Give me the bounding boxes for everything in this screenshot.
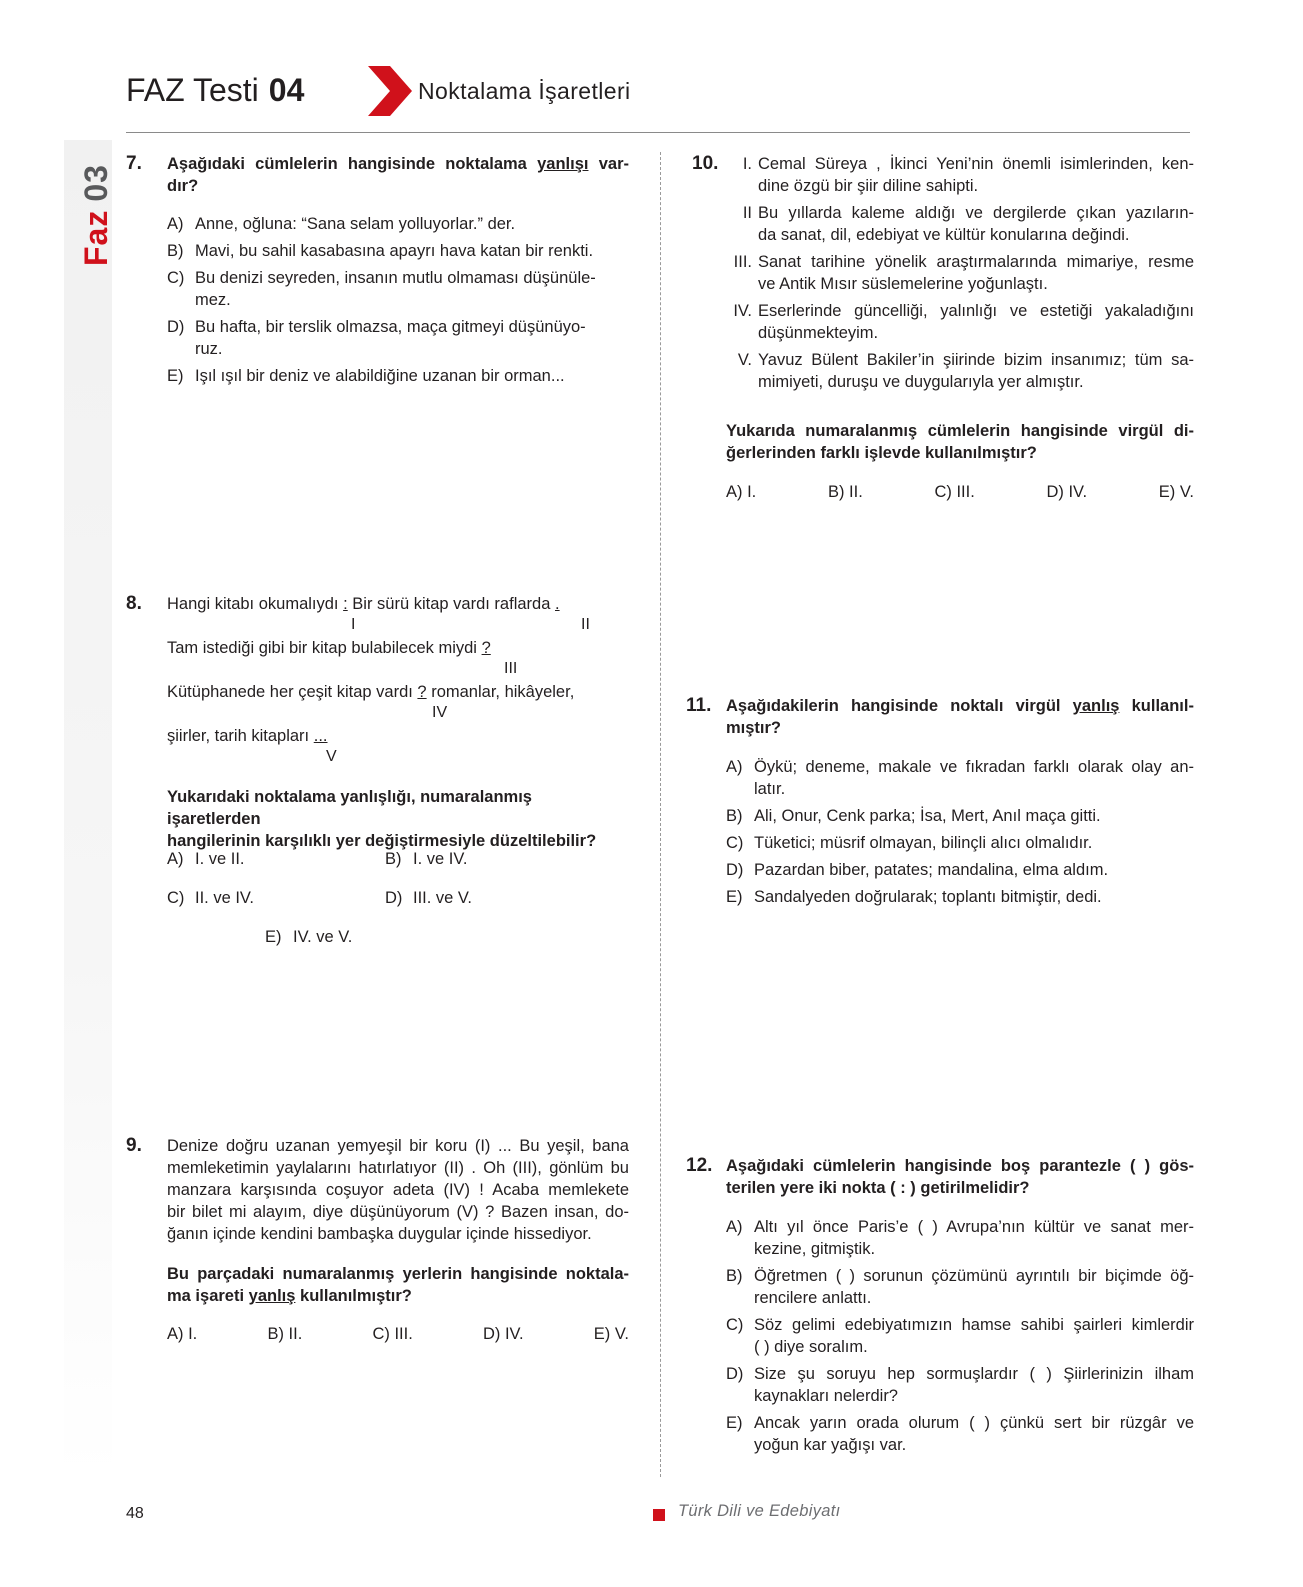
option-text: II. ve IV. <box>195 889 255 907</box>
q11-stem-underlined: yanlış <box>1072 697 1120 715</box>
option-text: III. ve V. <box>413 889 473 907</box>
question-11-options <box>726 756 1194 908</box>
q8-line-4 <box>167 725 328 747</box>
q10-item-text: ve Antik Mısır süslemelerine yoğunlaştı. <box>758 275 1048 293</box>
q9-passage-line: manzara karşısında coşuyor adeta (IV) ! Acaba memlekete <box>167 1181 629 1199</box>
q9-option-e[interactable]: E) V. <box>593 1325 629 1343</box>
option-e[interactable] <box>167 365 629 387</box>
option-letter: C) <box>726 1316 744 1334</box>
roman-numeral: III. <box>733 253 752 271</box>
q9-option-b[interactable]: B) II. <box>267 1325 303 1343</box>
q9-option-d[interactable]: D) IV. <box>482 1325 524 1343</box>
q8-mark-i: : <box>343 595 348 613</box>
option-letter: C) <box>167 269 185 287</box>
q9-passage-line: memleketimin yaylalarını hatırlatıyor (II) . Oh (III), gönlüm bu <box>167 1159 629 1177</box>
option-text: Mavi, bu sahil kasabasına apayrı hava katan bir renkti. <box>195 242 594 260</box>
q9-question-underlined: yanlış <box>248 1287 296 1305</box>
option-d[interactable] <box>167 316 629 360</box>
side-tab-strip <box>64 140 112 1480</box>
q8-line-1 <box>167 593 560 615</box>
q9-question-line: Bu parçadaki numaralanmış yerlerin hangisinde noktala- <box>167 1265 629 1283</box>
q8-line-2 <box>167 637 491 659</box>
q8-question-line: Yukarıdaki noktalama yanlışlığı, numaralanmış işaretlerden <box>167 788 532 828</box>
option-text: IV. ve V. <box>293 928 353 946</box>
q10-option-c[interactable]: C) III. <box>934 483 975 501</box>
q8-mark-ii: . <box>554 595 560 613</box>
q11-stem-text: kullanıl- <box>1131 697 1194 715</box>
q12-stem-line: terilen yere iki nokta ( : ) getirilmelidir? <box>726 1179 1030 1197</box>
q8-mark-iv: ? <box>417 683 427 701</box>
q8-label-i: I <box>351 616 356 633</box>
option-text: ruz. <box>195 340 223 358</box>
topic-title: Noktalama İşaretleri <box>418 78 631 104</box>
q10-item-text: Cemal Süreya , İkinci Yeni’nin önemli isimlerinden, ken- <box>758 155 1194 173</box>
option-c[interactable] <box>726 832 1194 854</box>
q11-stem-line2: mıştır? <box>726 719 782 737</box>
q10-item-i <box>726 153 1194 197</box>
q10-item-iii <box>726 251 1194 295</box>
option-text: Öğretmen ( ) sorunun çözümünü ayrıntılı bir biçimde öğ- <box>754 1267 1194 1285</box>
option-b[interactable] <box>167 240 629 262</box>
q8-text: romanlar, hikâyeler, <box>431 683 575 701</box>
option-letter: A) <box>726 1218 743 1236</box>
option-letter: A) <box>167 850 184 868</box>
option-letter: D) <box>385 889 403 907</box>
test-number: 04 <box>268 72 305 108</box>
option-text: Ancak yarın orada olurum ( ) çünkü sert bir rüzgâr ve <box>754 1414 1194 1432</box>
q7-stem-line2: dır? <box>167 177 199 195</box>
q10-option-d[interactable]: D) IV. <box>1046 483 1088 501</box>
roman-numeral: I. <box>742 155 752 173</box>
side-tab-faz: Faz <box>78 209 114 266</box>
q9-option-a[interactable]: A) I. <box>167 1325 198 1343</box>
option-text: Altı yıl önce Paris’e ( ) Avrupa’nın kültür ve sanat mer- <box>754 1218 1194 1236</box>
question-10-number: 10. <box>692 153 719 174</box>
question-8-stem <box>167 786 629 852</box>
q9-option-c[interactable]: C) III. <box>372 1325 413 1343</box>
q8-option-b[interactable] <box>385 848 467 870</box>
q10-option-e[interactable]: E) V. <box>1158 483 1194 501</box>
option-a[interactable] <box>167 213 629 235</box>
option-c[interactable] <box>726 1314 1194 1358</box>
q8-question-line: hangilerinin karşılıklı yer değiştirmesiyle düzeltilebilir? <box>167 832 597 850</box>
q10-item-ii <box>726 202 1194 246</box>
option-text: Söz gelimi edebiyatımızın hamse sahibi şairleri kimlerdir <box>754 1316 1194 1334</box>
q7-stem-part2: var- <box>598 155 629 173</box>
q7-stem-part1: Aşağıdaki cümlelerin hangisinde noktalama <box>167 155 527 173</box>
q8-text: Bir sürü kitap vardı raflarda <box>352 595 551 613</box>
q10-item-v <box>726 349 1194 393</box>
option-text: yoğun kar yağışı var. <box>754 1436 907 1454</box>
option-text: Ali, Onur, Cenk parka; İsa, Mert, Anıl maça gitti. <box>754 807 1101 825</box>
q8-label-ii: II <box>581 616 590 633</box>
q10-options <box>726 481 1194 503</box>
q9-options <box>167 1323 629 1345</box>
option-text: rencilere anlattı. <box>754 1289 872 1307</box>
option-d[interactable] <box>726 859 1194 881</box>
question-11-number: 11. <box>686 695 712 716</box>
q8-label-iv: IV <box>432 704 448 721</box>
option-a[interactable] <box>726 1216 1194 1260</box>
question-12-options <box>726 1216 1194 1456</box>
option-b[interactable] <box>726 805 1194 827</box>
column-divider <box>660 152 661 1477</box>
question-7-stem <box>167 153 629 197</box>
option-text: mez. <box>195 291 231 309</box>
q8-text: Kütüphanede her çeşit kitap vardı <box>167 683 413 701</box>
option-text: I. ve II. <box>195 850 245 868</box>
option-text: kaynakları nelerdir? <box>754 1387 898 1405</box>
subject-name: Türk Dili ve Edebiyatı <box>678 1502 841 1520</box>
question-11-stem <box>726 695 1194 739</box>
option-text: ( ) diye soralım. <box>754 1338 868 1356</box>
option-e[interactable] <box>726 1412 1194 1456</box>
option-letter: D) <box>726 1365 744 1383</box>
question-7-options <box>167 213 629 387</box>
q8-mark-iii: ? <box>481 639 491 657</box>
option-text: Anne, oğluna: “Sana selam yolluyorlar.” der. <box>195 215 516 233</box>
option-d[interactable] <box>726 1363 1194 1407</box>
question-10-items <box>726 153 1194 393</box>
option-letter: B) <box>385 850 402 868</box>
q10-item-iv <box>726 300 1194 344</box>
q10-item-text: Sanat tarihine yönelik araştırmalarında mimariye, resme <box>758 253 1194 271</box>
side-tab-number: 03 <box>78 164 114 202</box>
square-bullet-icon <box>653 1509 665 1521</box>
q8-text: Hangi kitabı okumalıydı <box>167 595 339 613</box>
test-title <box>126 70 304 110</box>
option-letter: B) <box>726 1267 743 1285</box>
q10-option-b[interactable]: B) II. <box>827 483 863 501</box>
option-letter: C) <box>726 834 744 852</box>
q8-mark-v: ... <box>313 727 328 745</box>
roman-numeral: II <box>742 204 752 222</box>
option-c[interactable] <box>167 267 629 311</box>
option-text: Öykü; deneme, makale ve fıkradan farklı olarak olay an- <box>754 758 1194 776</box>
option-text: Tüketici; müsrif olmayan, bilinçli alıcı olmalıdır. <box>754 834 1093 852</box>
option-letter: D) <box>726 861 744 879</box>
question-9-passage <box>167 1135 629 1245</box>
q8-text: Tam istediği gibi bir kitap bulabilecek miydi <box>167 639 477 657</box>
q8-option-e[interactable] <box>265 926 352 948</box>
option-text: latır. <box>754 780 786 798</box>
question-8-number: 8. <box>126 593 142 614</box>
q8-label-iii: III <box>504 660 518 677</box>
q10-question-line: Yukarıda numaralanmış cümlelerin hangisinde virgül di- <box>726 422 1194 440</box>
header-divider <box>126 132 1190 133</box>
option-text: Size şu soruyu hep sormuşlardır ( ) Şiirlerinizin ilham <box>754 1365 1194 1383</box>
q8-option-d[interactable] <box>385 887 472 909</box>
q9-passage-line: ğanın içinde kendini bambaşka duygular içinde hissediyor. <box>167 1225 592 1243</box>
option-text: Sandalyeden doğrularak; toplantı bitmiştir, dedi. <box>754 888 1102 906</box>
option-letter: E) <box>265 928 282 946</box>
option-text: Bu denizi seyreden, insanın mutlu olmaması düşünüle- <box>195 269 596 287</box>
option-text: Işıl ışıl bir deniz ve alabildiğine uzanan bir orman... <box>195 367 565 385</box>
q8-line-3 <box>167 681 574 703</box>
q10-item-text: Yavuz Bülent Bakiler’in şiirinde bizim insanımız; tüm sa- <box>758 351 1194 369</box>
test-prefix: FAZ Testi <box>126 72 259 108</box>
q7-stem-underlined: yanlışı <box>537 155 589 173</box>
q10-question-line: ğerlerinden farklı işlevde kullanılmıştır? <box>726 444 1037 462</box>
option-letter: A) <box>726 758 743 776</box>
q11-stem-text: Aşağıdakilerin hangisinde noktalı virgül <box>726 697 1061 715</box>
q8-option-a[interactable] <box>167 848 245 870</box>
roman-numeral: V. <box>737 351 752 369</box>
option-text: Bu hafta, bir terslik olmazsa, maça gitmeyi düşünüyo- <box>195 318 586 336</box>
q10-item-text: mimiyeti, duruşu ve duygularıyla yer almıştır. <box>758 373 1084 391</box>
q9-question-text: kullanılmıştır? <box>300 1287 412 1305</box>
option-a[interactable] <box>726 756 1194 800</box>
q10-item-text: da sanat, dil, edebiyat ve kültür konularına değindi. <box>758 226 1130 244</box>
q8-option-c[interactable] <box>167 887 254 909</box>
q8-text: şiirler, tarih kitapları <box>167 727 310 745</box>
q10-item-text: Eserlerinde güncelliği, yalınlığı ve estetiği yakaladığını <box>758 302 1194 320</box>
question-9-number: 9. <box>126 1135 142 1156</box>
option-b[interactable] <box>726 1265 1194 1309</box>
q9-passage-line: bir bilet mi alayım, diye düşünüyorum (V) ? Bazen insan, do- <box>167 1203 629 1221</box>
question-7-number: 7. <box>126 153 142 174</box>
q10-item-text: düşünmekteyim. <box>758 324 879 342</box>
q9-question-text: ma işareti <box>167 1287 245 1305</box>
option-letter: E) <box>726 888 743 906</box>
side-tab-label <box>76 164 116 266</box>
option-text: I. ve IV. <box>413 850 468 868</box>
question-12-number: 12. <box>686 1155 713 1176</box>
option-letter: A) <box>167 215 184 233</box>
option-letter: D) <box>167 318 185 336</box>
question-12-stem <box>726 1155 1194 1199</box>
q8-label-v: V <box>326 748 337 765</box>
chevron-right-icon <box>366 66 414 116</box>
option-letter: B) <box>726 807 743 825</box>
option-letter: B) <box>167 242 184 260</box>
option-text: Pazardan biber, patates; mandalina, elma aldım. <box>754 861 1109 879</box>
question-10-stem <box>726 420 1194 464</box>
page-number: 48 <box>126 1505 144 1522</box>
option-e[interactable] <box>726 886 1194 908</box>
option-letter: C) <box>167 889 185 907</box>
option-text: kezine, gitmiştik. <box>754 1240 876 1258</box>
q10-item-text: Bu yıllarda kaleme aldığı ve dergilerde çıkan yazıların- <box>758 204 1194 222</box>
roman-numeral: IV. <box>733 302 752 320</box>
question-9-stem <box>167 1263 629 1307</box>
q9-passage-line: Denize doğru uzanan yemyeşil bir koru (I) ... Bu yeşil, bana <box>167 1137 629 1155</box>
q10-option-a[interactable]: A) I. <box>726 483 757 501</box>
q12-stem-line: Aşağıdaki cümlelerin hangisinde boş parantezle ( ) gös- <box>726 1157 1194 1175</box>
option-letter: E) <box>167 367 184 385</box>
option-letter: E) <box>726 1414 743 1432</box>
q10-item-text: dine özgü bir şiir diline sahipti. <box>758 177 979 195</box>
